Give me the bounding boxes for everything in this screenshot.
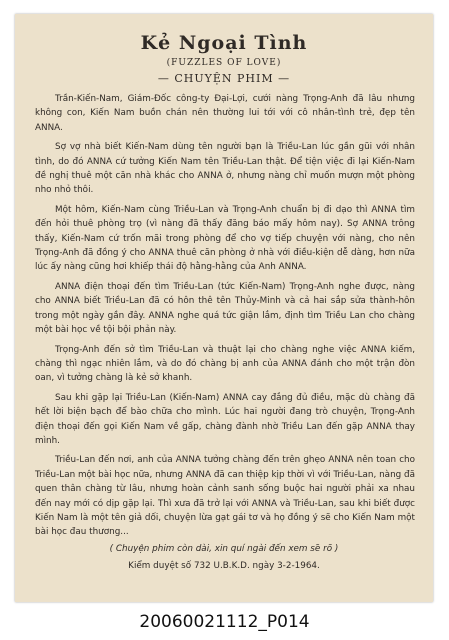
paragraph: Một hôm, Kiến-Nam cùng Triều-Lan và Trọng-Anh chuẩn bị đi dạo thì ANNA tìm đến hỏi thuê phòng trọ (vì nàng đã thấy đăng báo mấy hôm nay). Sợ ANNA trông thấy, Kiến-Nam cứ trốn mãi trong phòng để cho vợ tiếp chuyện với nàng, cho nên Trọng-Anh đã đồng ý cho ANNA thuê căn phòng ở nhà với điều-kiện dễ dàng, hơn nữa lúc ấy nàng cũng hơi khiếp thái độ hằng-hằng của Anh ANNA.: [35, 204, 415, 273]
document-page: [15, 14, 433, 602]
continued-note: ( Chuyện phim còn dài, xin quí ngài đến xem sẽ rõ ): [109, 544, 339, 554]
paragraph: ANNA điện thoại đến tìm Triều-Lan (tức Kiến-Nam) Trọng-Anh nghe được, nàng cho ANNA biết Triều-Lan đã có hôn thê tên Thủy-Minh và cả hai sắp sửa thành-hôn trong một ngày gần đây. ANNA nghe quá tức giận lắm, định tìm Triều Lan cho chàng một bài học về tội bội phản này.: [35, 281, 415, 336]
document-subtitle: (FUZZLES OF LOVE): [166, 58, 282, 68]
censorship-number: Kiểm duyệt số 732 U.B.K.D. ngày 3-2-1964.: [128, 561, 320, 571]
paragraph: Trần-Kiến-Nam, Giám-Đốc công-ty Đại-Lợi, cưới nàng Trọng-Anh đã lâu nhưng không con, Kiến Nam buồn chán nên thường lui tới với cô nhân-tình trẻ, đẹp tên ANNA.: [35, 94, 415, 133]
paragraph: Sau khi gặp lại Triều-Lan (Kiến-Nam) ANNA cay đắng đủ điều, mặc dù chàng đã hết lời biện bạch để bào chữa cho mình. Lúc hai người đang trò chuyện, Trọng-Anh điện thoại đến gọi Kiến Nam về gấp, chàng đành nhờ Triều Lan đến gặp ANNA thay mình.: [35, 392, 415, 446]
paragraph: Sợ vợ nhà biết Kiến-Nam dùng tên người bạn là Triều-Lan lúc gần gũi với nhân tình, do đó ANNA cứ tưởng Kiến Nam tên Triều-Lan thật. Để tiện việc đi lại Kiến-Nam đề nghị thuê một căn nhà khác cho ANNA ở, nhưng nàng chỉ muốn mượn một phòng nho nhỏ thôi.: [35, 142, 415, 196]
document-genre: — CHUYỆN PHIM —: [157, 72, 291, 85]
paragraph: Triều-Lan đến nơi, anh của ANNA tưởng chàng đến trên ghẹo ANNA nên toan cho Triều-Lan một bài học nữa, nhưng ANNA đã can thiệp kịp thời vì với Triều-Lan, nàng đã quen thân chàng từ lâu, nhưng hoàn cảnh sanh sống buộc hai người phải xa nhau đến nay mới có dịp gặp lại. Thì xưa đã trở lại với ANNA và Triều-Lan, sau khi biết được Kiến Nam là một tên giả dối, chuyện lừa gạt gái tơ và họ đồng ý sẽ cho Kiến Nam một bài học đau thương...: [35, 455, 415, 538]
document-title: Kẻ Ngoại Tình: [140, 32, 308, 54]
archive-id-caption: 20060021112_P014: [139, 612, 310, 632]
synopsis-body: [35, 92, 415, 545]
paragraph: Trọng-Anh đến sở tìm Triều-Lan và thuật lại cho chàng nghe việc ANNA kiếm, chàng thì ngạc nhiên lắm, và do đó chàng bị anh của ANNA đánh cho một trận đòn oan, vì tưởng chàng là kẻ sở khanh.: [35, 344, 415, 384]
